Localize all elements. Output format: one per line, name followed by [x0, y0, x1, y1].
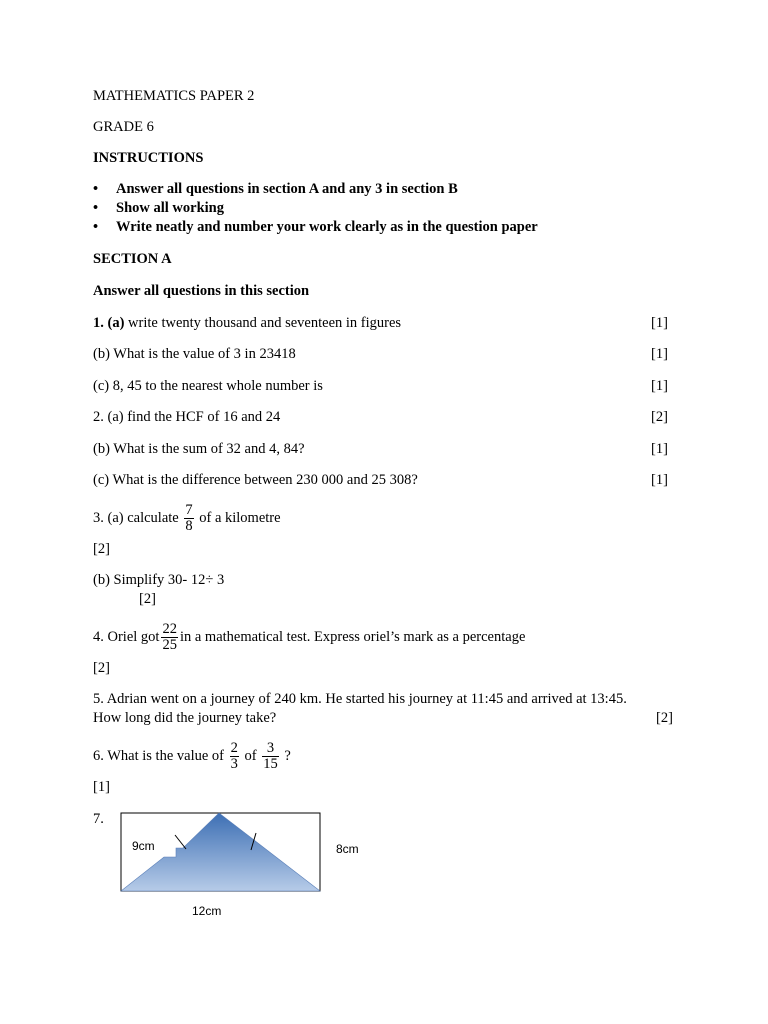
bullet-icon: •: [93, 181, 99, 197]
question-3b: (b) Simplify 30- 12÷ 3: [93, 572, 225, 588]
instruction-item: [93, 181, 538, 200]
instruction-text: Answer all questions in section A and any 3 in section B: [116, 181, 458, 197]
mark-q2b: [1]: [651, 441, 668, 457]
fraction: [161, 622, 178, 653]
question-2a: 2. (a) find the HCF of 16 and 24: [93, 409, 281, 425]
fraction-numerator: 3: [262, 741, 279, 757]
bullet-icon: •: [93, 200, 99, 216]
instructions-list: [93, 181, 538, 238]
mark-q3a: [2]: [93, 541, 110, 557]
mark-q1b: [1]: [651, 346, 668, 362]
fraction-denominator: 15: [263, 756, 278, 773]
instruction-item: [93, 200, 538, 219]
question-text: 3. (a) calculate: [93, 510, 179, 527]
instruction-text: Show all working: [116, 200, 224, 216]
question-1b: (b) What is the value of 3 in 23418: [93, 346, 296, 362]
paper-title: MATHEMATICS PAPER 2: [93, 88, 255, 104]
fraction-numerator: 2: [230, 740, 238, 756]
question-text: of: [244, 748, 257, 765]
mark-q1a: [1]: [651, 315, 668, 331]
fraction-numerator: 7: [185, 502, 193, 518]
question-1c: (c) 8, 45 to the nearest whole number is: [93, 378, 323, 394]
question-text: of a kilometre: [199, 510, 281, 527]
instructions-heading: INSTRUCTIONS: [93, 150, 204, 166]
question-part-label: (a): [107, 315, 125, 331]
question-1a: [93, 315, 401, 332]
question-5-line1: 5. Adrian went on a journey of 240 km. He started his journey at 11:45 and arrived at 13:45.: [93, 691, 627, 707]
question-6: [93, 741, 291, 772]
fraction-denominator: 3: [230, 756, 238, 773]
question-7-number: 7.: [93, 811, 104, 827]
question-text: write twenty thousand and seventeen in figures: [128, 315, 402, 331]
mark-q3b: [2]: [139, 591, 156, 607]
question-text: 6. What is the value of: [93, 748, 225, 765]
question-3a: [93, 503, 281, 534]
fraction-denominator: 25: [162, 637, 177, 654]
fraction: [262, 741, 279, 772]
dimension-label-bottom: 12cm: [192, 904, 222, 918]
fraction: [184, 503, 193, 534]
question-text: ?: [284, 748, 291, 765]
fraction-numerator: 22: [162, 621, 177, 637]
fraction: [230, 741, 239, 772]
question-text: in a mathematical test. Express oriel’s mark as a percentage: [179, 629, 526, 646]
bullet-icon: •: [93, 219, 99, 235]
question-2c: (c) What is the difference between 230 000 and 25 308?: [93, 472, 418, 488]
tick-mark: [175, 835, 186, 849]
fraction-denominator: 8: [185, 518, 193, 535]
mark-q2a: [2]: [651, 409, 668, 425]
mark-q6: [1]: [93, 779, 110, 795]
section-subtitle: Answer all questions in this section: [93, 283, 310, 299]
instruction-text: Write neatly and number your work clearly as in the question paper: [116, 219, 538, 235]
question-number: 1.: [93, 315, 104, 331]
section-title: SECTION A: [93, 251, 172, 267]
question-2b: (b) What is the sum of 32 and 4, 84?: [93, 441, 305, 457]
question-5-line2: How long did the journey take?: [93, 710, 277, 726]
mark-q5: [2]: [656, 710, 673, 726]
mark-q4: [2]: [93, 660, 110, 676]
grade-label: GRADE 6: [93, 119, 154, 135]
question-text: 4. Oriel got: [93, 629, 160, 646]
dimension-label-left: 9cm: [132, 839, 155, 853]
mark-q2c: [1]: [651, 472, 668, 488]
mark-q1c: [1]: [651, 378, 668, 394]
dimension-label-right: 8cm: [336, 842, 359, 856]
question-4: [93, 622, 525, 653]
instruction-item: [93, 219, 538, 238]
